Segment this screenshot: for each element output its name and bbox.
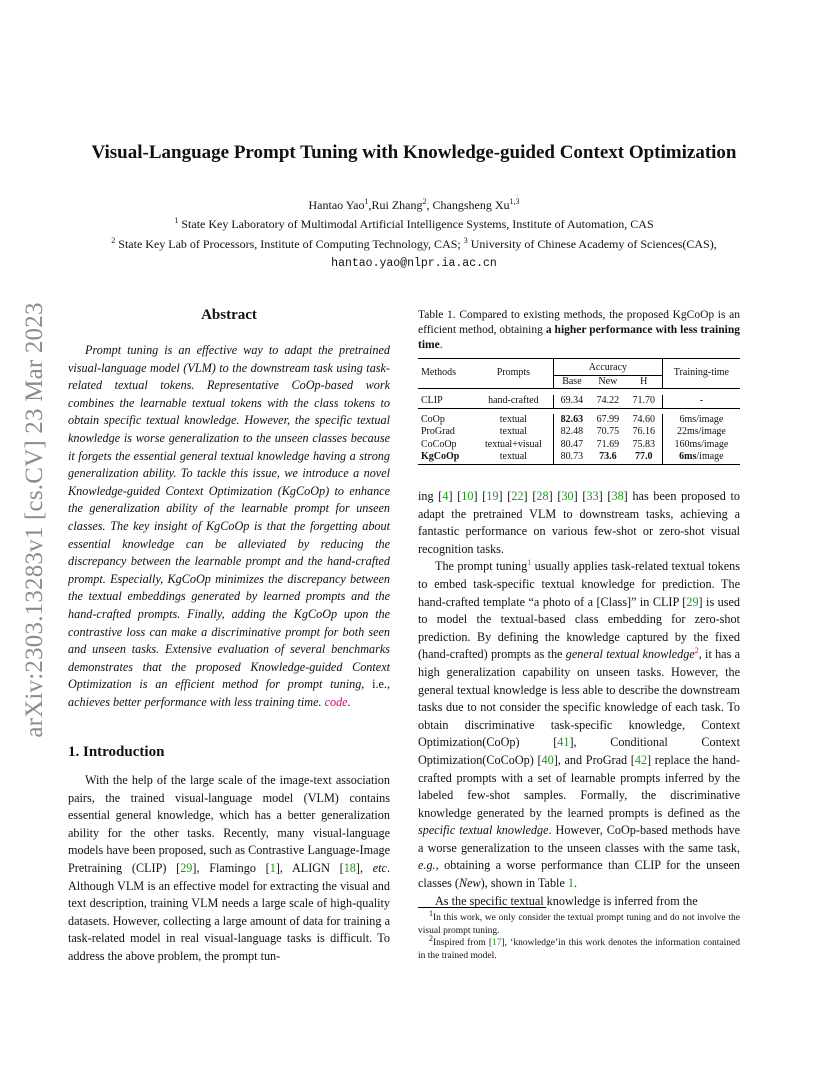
footnote-text: In this work, we only consider the textual prompt tuning and do not involve the visual prompt tuning. bbox=[418, 913, 740, 936]
cell: /image bbox=[696, 451, 724, 462]
citation-link[interactable]: 10 bbox=[461, 489, 474, 503]
cell: 74.22 bbox=[596, 395, 620, 406]
citation-link[interactable]: 38 bbox=[611, 489, 624, 503]
header-prompts: Prompts bbox=[474, 359, 554, 389]
citation-link[interactable]: 33 bbox=[586, 489, 599, 503]
cell: 67.99 bbox=[596, 413, 620, 425]
header-training-time: Training-time bbox=[662, 359, 740, 389]
header-base: Base bbox=[562, 375, 582, 387]
aff-sup: 3 bbox=[463, 236, 468, 245]
footnote-number: 1 bbox=[429, 908, 433, 918]
caption-text: . bbox=[439, 339, 443, 351]
intro-text: ], Flamingo [ bbox=[192, 860, 270, 875]
citation-link[interactable]: 41 bbox=[557, 735, 570, 750]
citation-link[interactable]: 40 bbox=[541, 752, 554, 767]
citation-link[interactable]: 28 bbox=[536, 489, 549, 503]
body-text: has been proposed to adapt the pretrained VLM to downstream tasks, achieving a fantastic performance on various few-shot or zero-shot visual recognition tasks. bbox=[418, 489, 741, 556]
cell: 22ms/image bbox=[662, 426, 740, 439]
author-sup: 2 bbox=[422, 197, 427, 206]
footnote-link[interactable]: 2 bbox=[694, 646, 699, 656]
cell: ProGrad bbox=[421, 426, 455, 437]
cell: 82.63 bbox=[560, 413, 584, 425]
cell: 73.6 bbox=[599, 451, 617, 462]
table-caption bbox=[418, 308, 740, 353]
citation-link[interactable]: 18 bbox=[343, 860, 356, 875]
citation-group: ing [4] [10] [19] [22] [28] [30] [33] [38] bbox=[418, 489, 628, 503]
intro-heading: 1. Introduction bbox=[68, 744, 165, 760]
intro-text: With the help of the large scale of the image-text association pairs, the trained visual-language model (VLM) contains essential general knowledge, which has a better generalization ability for the other tasks. Recently, many visual-language models have been proposed, such as Contrastive Language-Image Pretraining (CLIP) [ bbox=[68, 773, 390, 875]
intro-text: ], ALIGN [ bbox=[275, 860, 344, 875]
abstract-ie: i.e. bbox=[364, 677, 387, 692]
cell: 80.47 bbox=[560, 438, 584, 450]
body-text: , obtaining a worse performance than CLIP for the unseen classes ( bbox=[418, 858, 740, 891]
intro-text: ], bbox=[355, 860, 373, 875]
cell: 74.60 bbox=[632, 413, 656, 425]
intro-text: . Although VLM is an effective model for extracting the visual and text description, training VLM needs a large scale of high-quality datasets. However, collecting a large amount of data for training a task-related model in real visual-language tasks is difficult. To address the above problem, the prompt tun- bbox=[68, 860, 390, 963]
cell: 71.69 bbox=[596, 438, 620, 450]
body-text: ] replace the hand-crafted prompts with a set of learnable prompts inferred by the labeled few-shot samples. Formally, the discriminative knowledge generated by the learned prompts is defined as the bbox=[418, 752, 741, 820]
cell: 71.70 bbox=[632, 395, 656, 406]
citation-link[interactable]: 29 bbox=[686, 594, 699, 609]
table-row bbox=[418, 451, 740, 464]
aff-sup: 2 bbox=[111, 236, 116, 245]
cell: - bbox=[662, 395, 740, 408]
citation-link[interactable]: 19 bbox=[486, 489, 499, 503]
paper-title: Visual-Language Prompt Tuning with Knowledge-guided Context Optimization bbox=[91, 142, 737, 163]
cell: 160ms/image bbox=[662, 439, 740, 452]
author-sup: 1,3 bbox=[509, 197, 520, 206]
citation-link[interactable]: 4 bbox=[442, 489, 449, 503]
table-link[interactable]: 1 bbox=[567, 876, 574, 891]
footnote-text: Inspired from [ bbox=[433, 938, 493, 948]
body-text: . However, CoOp-based methods have a worse generalization to the unseen classes with the same task, bbox=[418, 823, 740, 855]
cell: textual bbox=[474, 426, 554, 439]
body-text: . bbox=[574, 876, 578, 891]
affiliation-1 bbox=[0, 217, 828, 232]
citation-link[interactable]: 42 bbox=[634, 752, 648, 767]
body-text: usually applies task-related textual tokens to embed task-specific textual knowledge for prediction. The hand-crafted template “a photo of a [Class]” in CLIP [ bbox=[418, 559, 740, 609]
cell: CLIP bbox=[421, 395, 443, 406]
cell: KgCoOp bbox=[421, 451, 460, 462]
body-text: The prompt tuning bbox=[435, 559, 528, 574]
author-name: ,Rui Zhang bbox=[368, 198, 423, 212]
body-italic: general textual knowledge bbox=[565, 647, 695, 662]
author-name: , Changsheng Xu bbox=[426, 198, 510, 212]
footnotes bbox=[418, 908, 740, 962]
cell: 76.16 bbox=[632, 426, 656, 437]
header-new: New bbox=[598, 375, 618, 387]
footnote-rule bbox=[418, 907, 546, 908]
body-text: ), shown in Table bbox=[480, 876, 568, 891]
body-text: ] is used to model the textual-based class embedding for zero-shot prediction. By defining the knowledge captured by the fixed (hand-crafted) prompts as the bbox=[418, 594, 740, 662]
cell: textual bbox=[474, 451, 554, 464]
affiliation-2 bbox=[0, 237, 828, 252]
cell: 77.0 bbox=[635, 451, 653, 462]
body-text: As the specific textual knowledge is inferred from the bbox=[435, 893, 698, 908]
caption-text: Table 1. Compared to existing methods, the proposed KgCoOp is an efficient method, obtaining bbox=[418, 309, 740, 336]
comparison-table bbox=[418, 358, 740, 465]
table-row bbox=[418, 426, 740, 439]
cell: 80.73 bbox=[560, 451, 584, 462]
author-sup: 1 bbox=[364, 197, 369, 206]
footnote-text: ], ‘knowledge’in this work denotes the information contained in the trained model. bbox=[418, 938, 740, 961]
abstract-text: Prompt tuning is an effective way to adapt the pretrained visual-language model (VLM) to the downstream task using task-related textual tokens. Representative CoOp-based work combines the learnable textual tokens with the class tokens to obtain specific textual knowledge. However, the specific textual knowledge is worse generalization to the unseen classes because it forgets the essential general textual knowledge having a strong generalization ability. To tackle this issue, we introduce a novel Knowledge-guided Context Optimization (KgCoOp) to enhance the generalization ability of the learnable prompt for unseen classes. The key insight of KgCoOp is that the forgetting about essential knowledge can be alleviated by reducing the discrepancy between the learnable prompt and the hand-crafted prompt. Especially, KgCoOp minimizes the discrepancy between the textual embeddings generated by learned prompts and the hand-crafted prompts. Finally, adding the KgCoOp upon the contrastive loss can make a discriminative prompt for both seen and unseen tasks. Extensive evaluation of several benchmarks demonstrates that the proposed Knowledge-guided Context Optimization is an efficient method for prompt tuning, bbox=[68, 343, 390, 692]
body-italic: New bbox=[458, 876, 481, 891]
cell: 82.48 bbox=[560, 426, 584, 437]
aff-text: State Key Lab of Processors, Institute of Computing Technology, CAS; bbox=[118, 237, 461, 251]
body-text: ], and ProGrad [ bbox=[553, 752, 635, 767]
cell: CoCoOp bbox=[421, 438, 457, 450]
cell: CoOp bbox=[421, 413, 445, 425]
caption-bold: a higher performance with less training time bbox=[418, 324, 740, 351]
cell: 75.83 bbox=[632, 438, 656, 450]
abstract-body bbox=[68, 342, 390, 711]
aff-sup: 1 bbox=[174, 216, 179, 225]
author-line bbox=[0, 198, 828, 213]
body-italic: e.g. bbox=[418, 858, 436, 873]
table-row bbox=[418, 439, 740, 452]
table-row bbox=[418, 395, 740, 408]
citation-link[interactable]: 17 bbox=[492, 938, 502, 948]
citation-link[interactable]: 29 bbox=[180, 860, 193, 875]
author-name: Hantao Yao bbox=[308, 198, 365, 212]
cell: 69.34 bbox=[560, 395, 584, 406]
abstract-end: . bbox=[347, 694, 351, 709]
header-accuracy: Accuracy bbox=[553, 359, 662, 376]
cell: textual+visual bbox=[474, 439, 554, 452]
right-body bbox=[418, 488, 740, 910]
table-row bbox=[418, 414, 740, 427]
body-italic: specific textual knowledge bbox=[418, 823, 549, 838]
header-h: H bbox=[640, 375, 648, 387]
aff-text: University of Chinese Academy of Sciences(CAS), bbox=[470, 237, 717, 251]
cell: 6ms/image bbox=[662, 414, 740, 427]
aff-text: State Key Laboratory of Multimodal Artificial Intelligence Systems, Institute of Automation, CAS bbox=[181, 217, 654, 231]
citation-link[interactable]: 22 bbox=[511, 489, 524, 503]
citation-link[interactable]: 1 bbox=[269, 860, 276, 875]
body-text: ], Conditional Context Optimization(CoCoOp) [ bbox=[418, 735, 741, 767]
body-text: , it has a high generalization capability on unseen tasks. However, the general textual knowledge is less able to describe the downstream tasks due to not consider the specific knowledge of each task. To obtain discriminative task-specific knowledge, Context Optimization(CoOp) [ bbox=[418, 647, 740, 750]
abstract-text: , achieves better performance with less training time. bbox=[68, 677, 391, 709]
citation-link[interactable]: 30 bbox=[561, 489, 574, 503]
footnote-number: 2 bbox=[429, 933, 433, 943]
email: hantao.yao@nlpr.ia.ac.cn bbox=[331, 257, 497, 270]
footnote-link[interactable]: 1 bbox=[527, 558, 532, 568]
header-methods: Methods bbox=[421, 367, 456, 379]
cell: 70.75 bbox=[596, 426, 620, 437]
cell: 6ms bbox=[679, 451, 697, 462]
intro-etc: etc bbox=[372, 860, 387, 875]
abstract-heading: Abstract bbox=[201, 307, 257, 323]
code-link[interactable]: code bbox=[324, 694, 348, 709]
cell: textual bbox=[474, 414, 554, 427]
intro-body bbox=[68, 772, 390, 966]
cell: hand-crafted bbox=[474, 395, 554, 408]
